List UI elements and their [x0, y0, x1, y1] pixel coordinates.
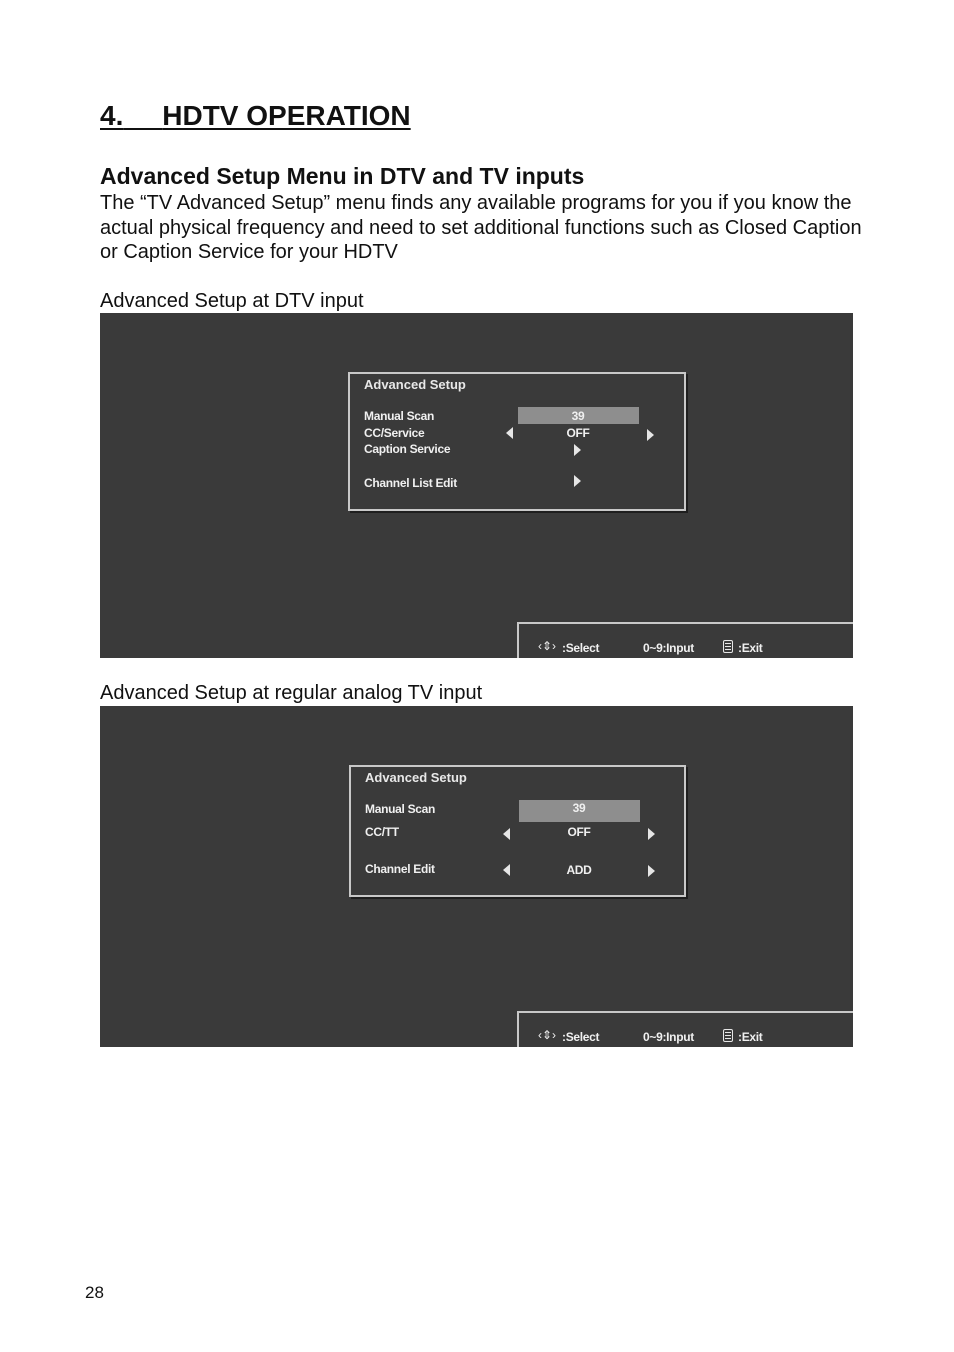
- analog-advanced-setup-menu: [349, 765, 686, 897]
- footer-input-label: 0~9:Input: [643, 1030, 694, 1044]
- footer-select-label: :Select: [562, 641, 600, 655]
- dtv-footer-bar: [517, 622, 853, 658]
- menu-item-channel-list-edit[interactable]: Channel List Edit: [364, 476, 457, 490]
- analog-footer-bar: [517, 1011, 853, 1047]
- arrow-right-icon[interactable]: [647, 429, 654, 441]
- footer-exit-label: :Exit: [738, 641, 763, 655]
- footer-exit-label: :Exit: [738, 1030, 763, 1044]
- subsection-title: Advanced Setup Menu in DTV and TV inputs: [100, 163, 585, 189]
- menu-item-cc-tt[interactable]: CC/TT: [365, 825, 399, 839]
- analog-screen-caption: Advanced Setup at regular analog TV input: [100, 682, 483, 704]
- arrow-left-icon[interactable]: [503, 828, 510, 840]
- arrow-right-icon[interactable]: [648, 865, 655, 877]
- manual-scan-value[interactable]: 39: [571, 409, 585, 423]
- menu-item-manual-scan[interactable]: Manual Scan: [365, 802, 436, 816]
- arrow-right-icon[interactable]: [574, 444, 581, 456]
- dtv-screen: [100, 313, 853, 658]
- dtv-screen-caption: Advanced Setup at DTV input: [100, 290, 364, 312]
- arrow-left-icon[interactable]: [503, 864, 510, 876]
- directional-arrows-icon: ‹⇕›: [538, 1028, 557, 1042]
- channel-edit-value: ADD: [566, 863, 592, 877]
- section-number: 4.: [100, 100, 124, 131]
- footer-input-label: 0~9:Input: [643, 641, 694, 655]
- cc-service-value: OFF: [566, 426, 590, 440]
- footer-select-label: :Select: [562, 1030, 600, 1044]
- menu-title: Advanced Setup: [365, 770, 467, 785]
- menu-item-manual-scan[interactable]: Manual Scan: [364, 409, 435, 423]
- arrow-right-icon[interactable]: [574, 475, 581, 487]
- arrow-left-icon[interactable]: [506, 427, 513, 439]
- menu-remote-icon: [723, 1029, 733, 1042]
- page-number: 28: [85, 1283, 104, 1302]
- section-heading: [100, 100, 411, 132]
- arrow-right-icon[interactable]: [648, 828, 655, 840]
- section-title: HDTV OPERATION: [162, 100, 411, 131]
- analog-screen: [100, 706, 853, 1047]
- manual-scan-value[interactable]: 39: [572, 801, 586, 815]
- directional-arrows-icon: ‹⇕›: [538, 639, 557, 653]
- menu-item-cc-service[interactable]: CC/Service: [364, 426, 425, 440]
- menu-item-channel-edit[interactable]: Channel Edit: [365, 862, 435, 876]
- dtv-advanced-setup-menu: [348, 372, 686, 511]
- cc-tt-value: OFF: [567, 825, 591, 839]
- menu-title: Advanced Setup: [364, 377, 466, 392]
- intro-paragraph: The “TV Advanced Setup” menu finds any available programs for you if you know the actual physical frequency and need to set additional functions such as Closed Caption or Caption Service for your HDTV: [100, 192, 862, 263]
- menu-item-caption-service[interactable]: Caption Service: [364, 442, 451, 456]
- menu-remote-icon: [723, 640, 733, 653]
